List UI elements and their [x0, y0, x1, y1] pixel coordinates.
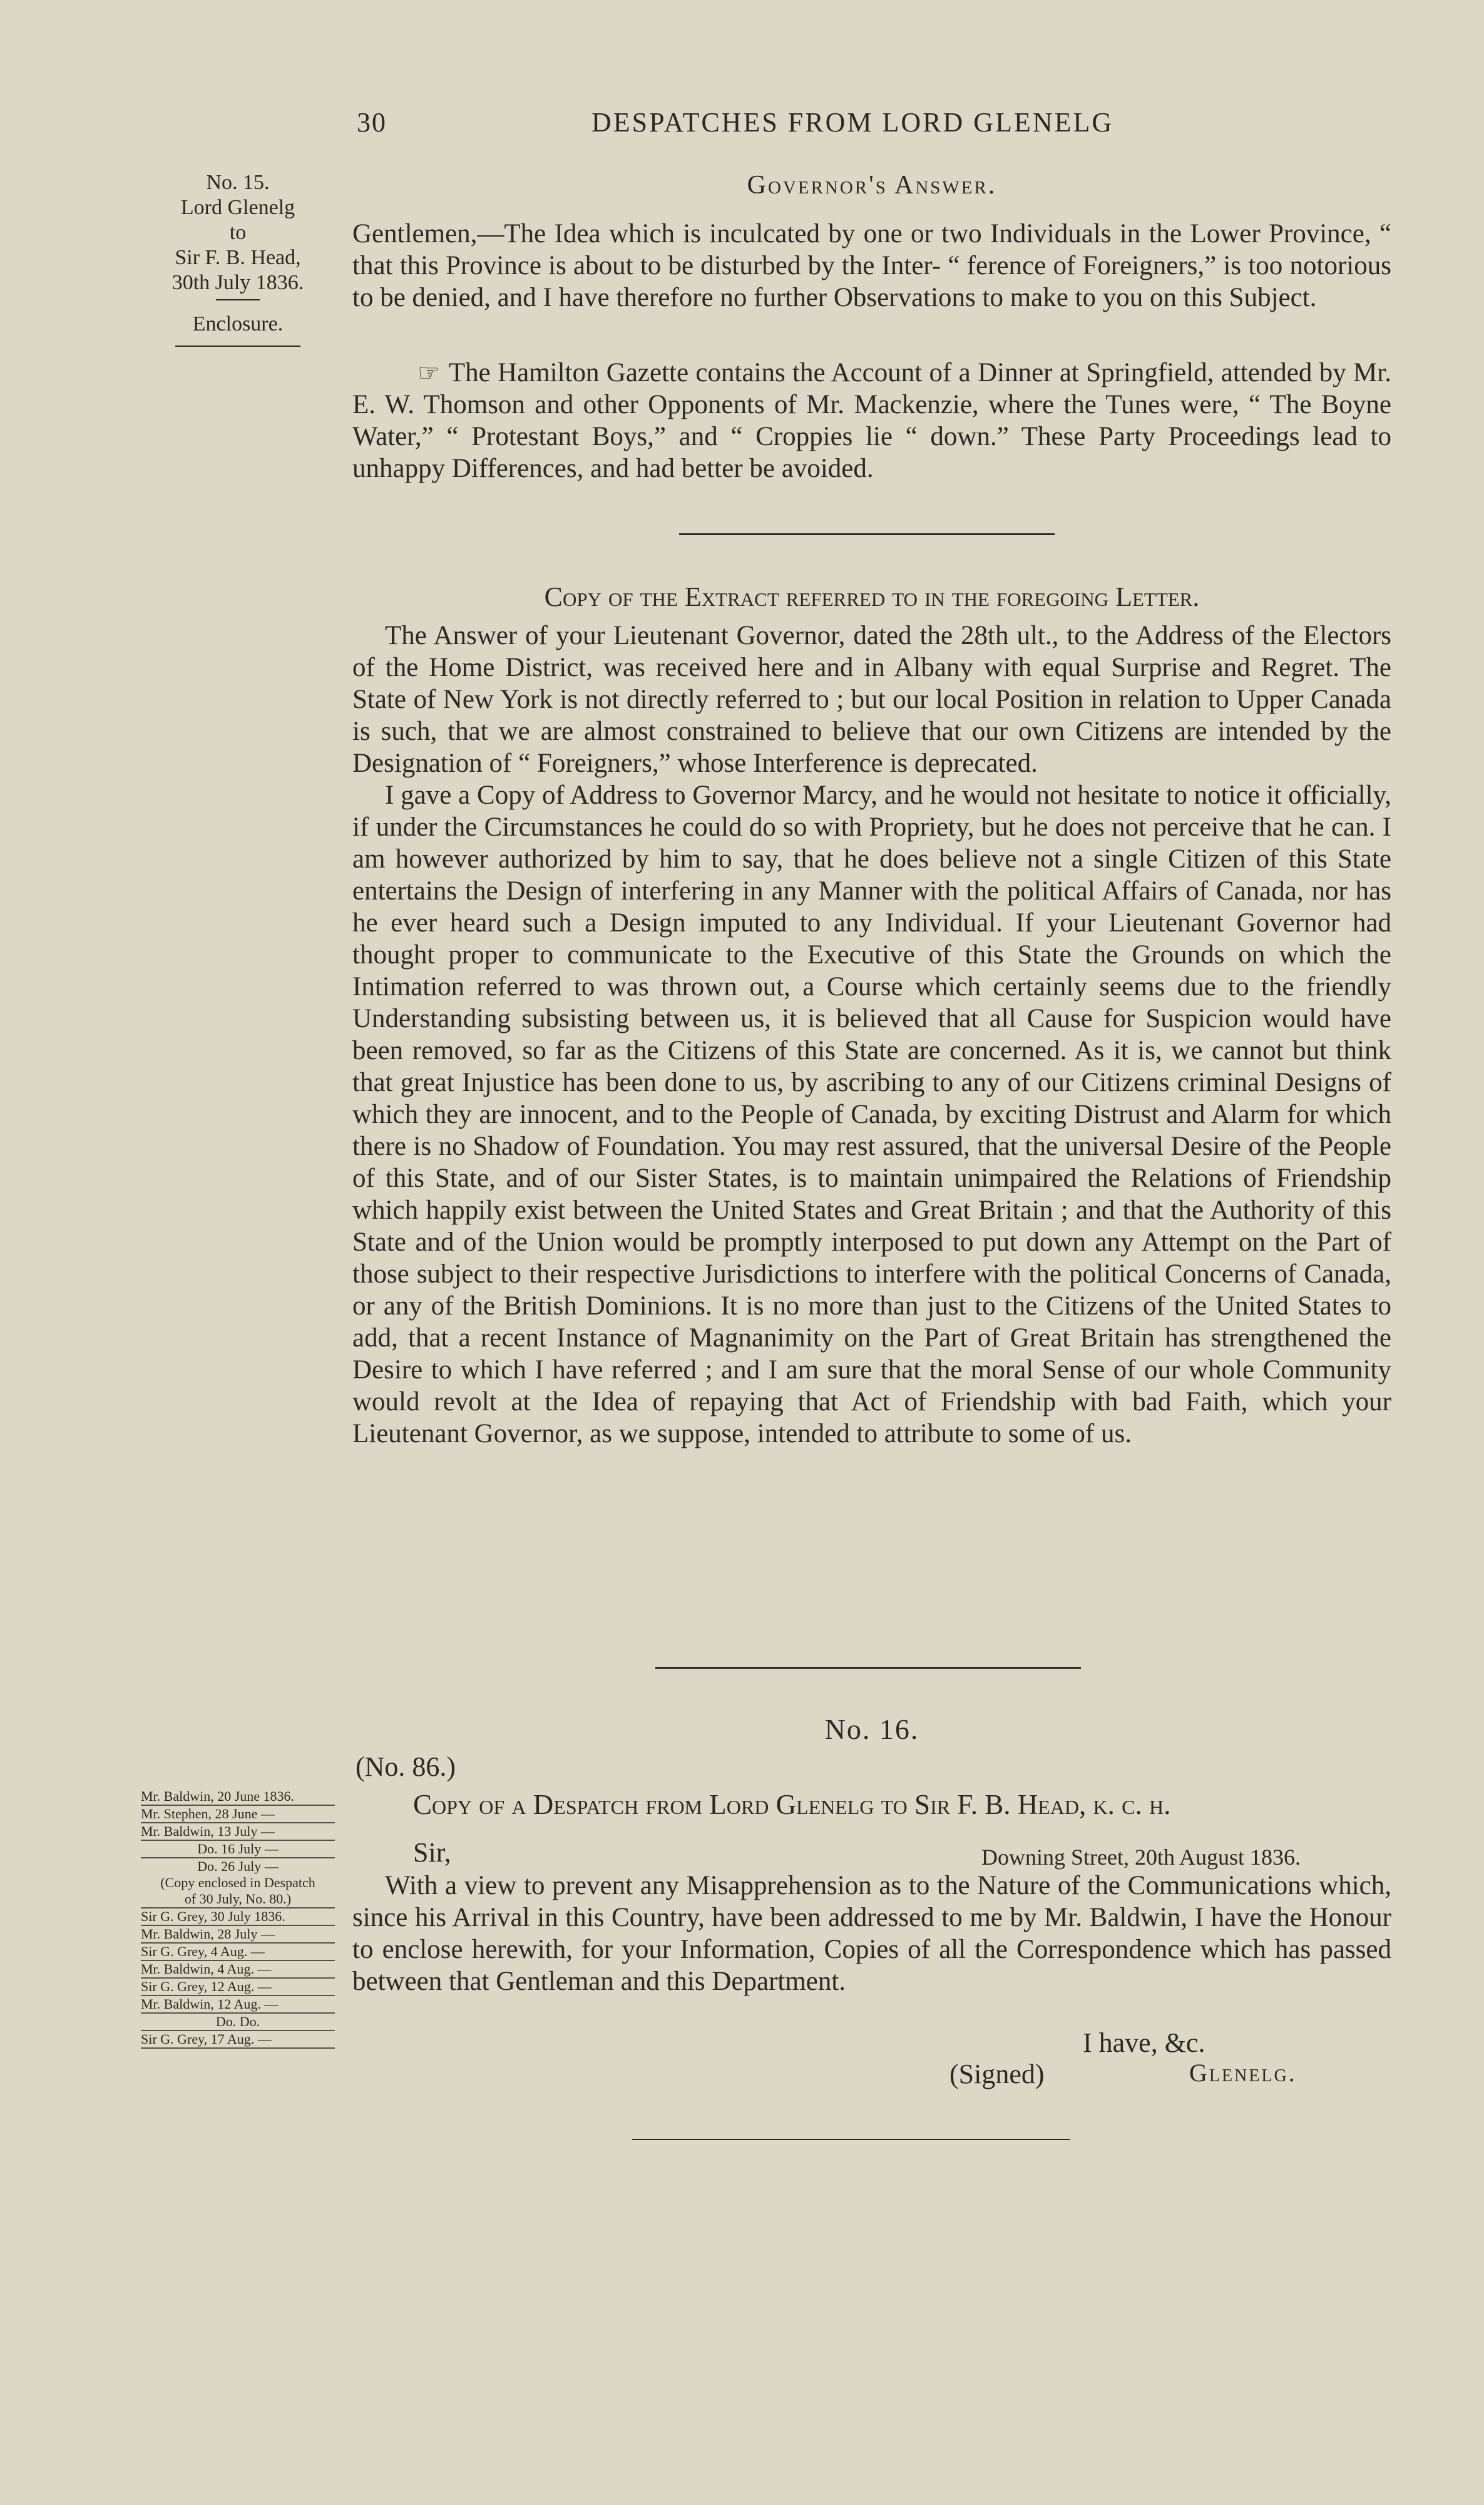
governors-answer-heading: Governor's Answer. [747, 171, 997, 200]
margin-correspondence-list [141, 1788, 335, 2049]
margin-entry: Do. 26 July — [197, 1858, 279, 1874]
margin-entry: Mr. Baldwin, 20 June 1836. [141, 1788, 335, 1806]
signature: Glenelg. [1189, 2059, 1297, 2087]
side-note-enclosure: Enclosure. [192, 312, 284, 336]
margin-entry: Mr. Stephen, 28 June — [141, 1806, 335, 1823]
governors-answer-body [352, 218, 1391, 314]
margin-entry: Sir G. Grey, 17 Aug. — [141, 2031, 335, 2049]
salutation: Sir, [413, 1837, 451, 1868]
extract-para-1: The Answer of your Lieutenant Governor, dated the 28th ult., to the Address of the Electors of the Home District, was received here and in Albany with equal Surprise and Regret. The State of New York is not directly referred to ; but our local Position in relation to Upper Canada is such, that we are almost constrained to believe that our own Citizens are intended by the Designation of “ Foreigners,” whose Interference is deprecated. [352, 621, 1391, 778]
section-divider [655, 1667, 1081, 1669]
extract-heading [352, 581, 1391, 613]
place-date: Downing Street, 20th August 1836. [981, 1845, 1301, 1870]
side-note-line: 30th July 1836. [171, 271, 304, 294]
side-note-rule [175, 346, 300, 347]
margin-entry: Sir G. Grey, 30 July 1836. [141, 1908, 335, 1926]
governors-answer-note [352, 357, 1391, 484]
section-divider [679, 533, 1055, 535]
extract-para-2: I gave a Copy of Address to Governor Marcy, and he would not hesitate to notice it officially, if under the Circumstances he could do so with Propriety, but he does not perceive that he can. I am however authorized by him to say, that he does believe not a single Citizen of this State entertains the Design of interfering in any Manner with the political Affairs of Canada, nor has he ever heard such a Design imputed to any Individual. If your Lieutenant Governor had thought proper to communicate to the Executive of this State the Grounds on which the Intimation referred to was thrown out, a Course which certainly seems due to the friendly Understanding subsisting between us, it is believed that all Cause for Suspicion would have been removed, so far as the Citizens of this State are concerned. As it is, we cannot but think that great Injustice has been done to us, by ascribing to any of our Citizens criminal Designs of which they are innocent, and to the People of Canada, by exciting Distrust and Alarm for which there is no Shadow of Foundation. You may rest assured, that the universal Desire of the People of this State, and of our Sister States, is to maintain unimpaired the Relations of Friendship which happily exist between the United States and Great Britain ; and that the Authority of this State and of the Union would be promptly interposed to put down any Attempt on the Part of those subject to their respective Jurisdictions to interfere with the political Concerns of Canada, or any of the British Dominions. It is no more than just to the Citizens of the United States to add, that a recent Instance of Magnanimity on the Part of Great Britain has strengthened the Desire to which I have referred ; and I am sure that the moral Sense of our whole Community would revolt at the Idea of repaying that Act of Friendship with bad Faith, which your Lieutenant Governor, as we suppose, intended to attribute to some of us. [352, 781, 1391, 1448]
governors-answer-para-2: The Hamilton Gazette contains the Account of a Dinner at Springfield, attended by Mr. E. W. Thomson and other Opponents of Mr. Mackenzie, where the Tunes were, “ The Boyne Water,” “ Protestant Boys,” and “ Croppies lie “ down.” These Party Proceedings lead to unhappy Differences, and had better be avoided. [352, 358, 1391, 483]
side-note-no-15 [141, 170, 335, 347]
margin-entry: Sir G. Grey, 4 Aug. — [141, 1944, 335, 1961]
extract-body [352, 620, 1391, 1450]
margin-entry: Mr. Baldwin, 12 Aug. — [141, 1996, 335, 2014]
page-number: 30 [357, 107, 387, 138]
margin-entry: Mr. Baldwin, 13 July — [141, 1823, 335, 1841]
despatch-reference: (No. 86.) [356, 1751, 456, 1782]
margin-entry: (Copy enclosed in Despatch [160, 1875, 315, 1890]
despatch-para [352, 1870, 1391, 1997]
section-divider [632, 2139, 1070, 2140]
side-note-line: Sir F. B. Head, [175, 246, 301, 269]
despatch-body [352, 1870, 1391, 1997]
closing: I have, &c. [1083, 2027, 1205, 2058]
margin-entry: Do. Do. [141, 2014, 335, 2031]
margin-entry: Mr. Baldwin, 28 July — [141, 1926, 335, 1944]
side-note-line: to [229, 221, 247, 244]
despatch-number: No. 16. [824, 1713, 919, 1745]
despatch-body-text: With a view to prevent any Misapprehension as to the Nature of the Communications which, since his Arrival in this Country, have been addressed to me by Mr. Baldwin, I have the Honour to enclose herewith, for your Information, Copies of all the Correspondence which has passed between that Gentleman and this Department. [352, 1871, 1391, 1996]
side-note-divider [216, 299, 260, 300]
governors-answer-para-1: Gentlemen,—The Idea which is inculcated by one or two Individuals in the Lower Province, “ that this Province is about to be disturbed by the Inter- “ ference of Foreigners,” is too notorious to be denied, and I have therefore no further Observations to make to you on this Subject. [352, 219, 1391, 312]
margin-entry: Do. 16 July — [141, 1841, 335, 1858]
side-note-number: No. 15. [206, 171, 270, 194]
running-title: DESPATCHES FROM LORD GLENELG [591, 107, 1114, 138]
margin-entry: of 30 July, No. 80.) [141, 1891, 335, 1908]
despatch-title: Copy of a Despatch from Lord Glenelg to Sir F. B. Head, k. c. h. [413, 1789, 1171, 1820]
side-note-line: Lord Glenelg [180, 196, 295, 219]
pointing-hand-icon: ☞ [417, 359, 440, 387]
signed-label: (Signed) [949, 2059, 1045, 2089]
margin-entry: Mr. Baldwin, 4 Aug. — [141, 1961, 335, 1979]
extract-heading-text: Copy of the Extract referred to in the foregoing Letter. [544, 581, 1200, 612]
margin-entry: Sir G. Grey, 12 Aug. — [141, 1979, 335, 1996]
